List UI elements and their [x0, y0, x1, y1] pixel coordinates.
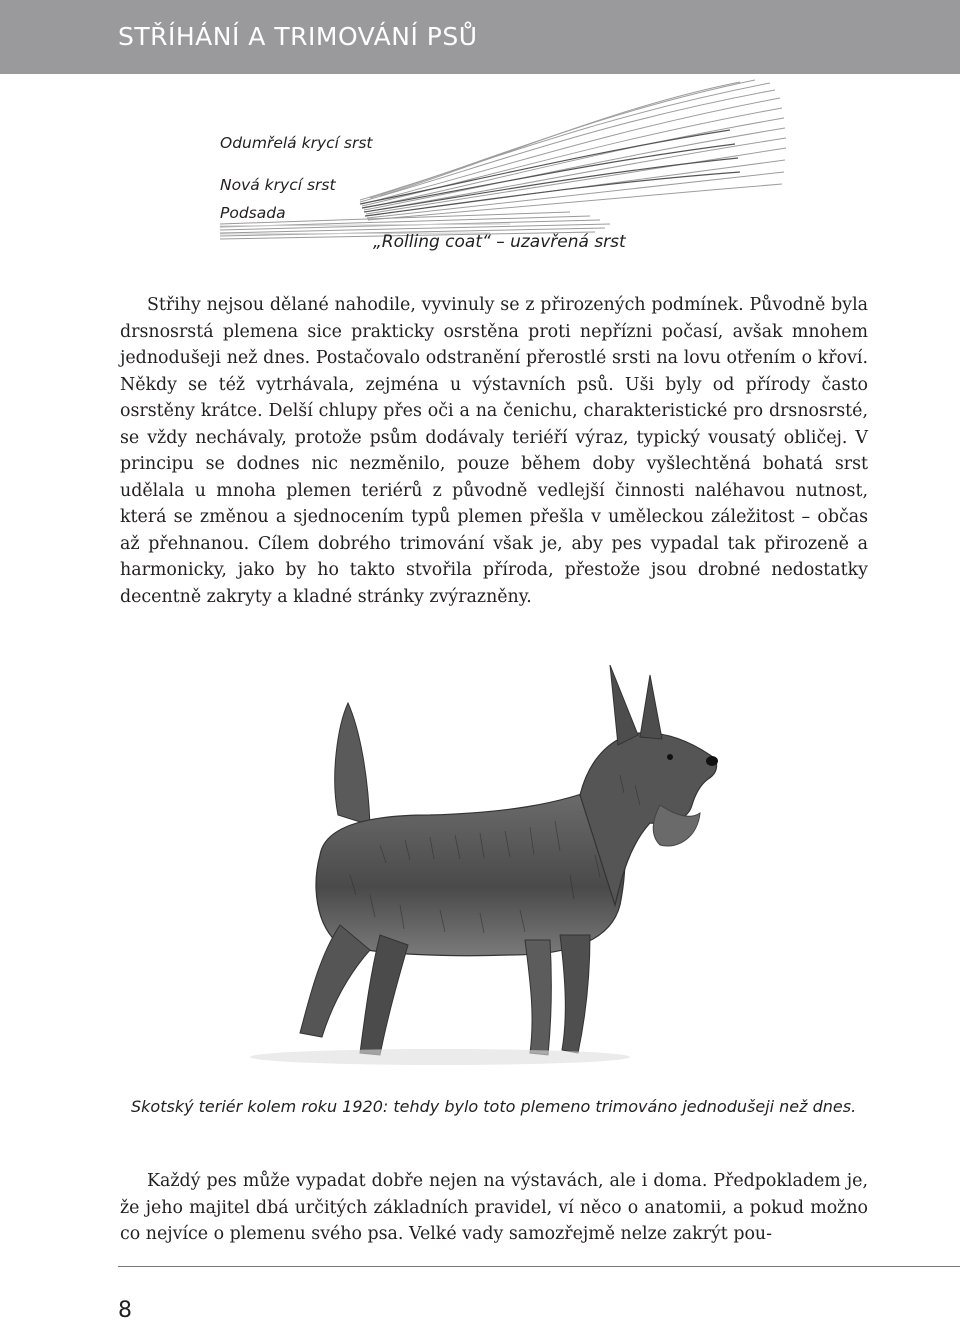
label-dead-topcoat: Odumřelá krycí srst — [220, 134, 373, 152]
running-header-bar — [0, 0, 960, 74]
dog-figure-caption: Skotský teriér kolem roku 1920: tehdy bylo toto plemeno trimováno jednodušeji než dnes. — [131, 1097, 857, 1116]
label-new-topcoat: Nová krycí srst — [220, 176, 336, 194]
label-undercoat: Podsada — [220, 204, 286, 222]
body-paragraph-1: Střihy nejsou dělané nahodile, vyvinuly se z přirozených podmínek. Původně byla drsnosrstá plemena sice prakticky osrstěna proti nepřízni počasí, avšak mnohem jednodušeji než dnes. Postačovalo odstranění přerostlé srsti na lovu otřením o křoví. Někdy se též vytrhávala, zejména u výstavních psů. Uši byly od přírody často osrstěny krátce. Delší chlupy přes oči a na čenichu, charakteristické pro drsnosrsté, se vždy nechávaly, protože psům dodávaly teriéří výraz, typický vousatý obličej. V principu se dodnes nic nezměnilo, pouze během doby vyšlechtěná bohatá srst udělala u mnoha plemen teriérů z původně vedlejší činnosti naléhavou nutnost, která se změnou a sjednocením typů plemen přešla v uměleckou záležitost – občas až přehnanou. Cílem dobrého trimování však je, aby pes vypadal tak přirozeně a harmonicky, jako by ho takto stvořila příroda, přestože jsou drobné nedostatky decentně zakryty a kladné stránky zvýrazněny. — [120, 295, 868, 607]
coat-figure-caption: „Rolling coat“ – uzavřená srst — [373, 232, 626, 252]
footer-divider — [118, 1266, 960, 1267]
scottish-terrier-illustration — [230, 655, 750, 1085]
scottish-terrier-drawing — [230, 655, 750, 1085]
body-paragraph-2: Každý pes může vypadat dobře nejen na výstavách, ale i doma. Předpokladem je, že jeho majitel dbá určitých základních pravidel, ví něco o anatomii, a pokud možno co nejvíce o plemenu svého psa. Velké vady samozřejmě nelze zakrýt pou- — [120, 1171, 868, 1244]
running-header-title: STŘÍHÁNÍ A TRIMOVÁNÍ PSŮ — [118, 22, 478, 51]
page-number: 8 — [118, 1298, 132, 1323]
